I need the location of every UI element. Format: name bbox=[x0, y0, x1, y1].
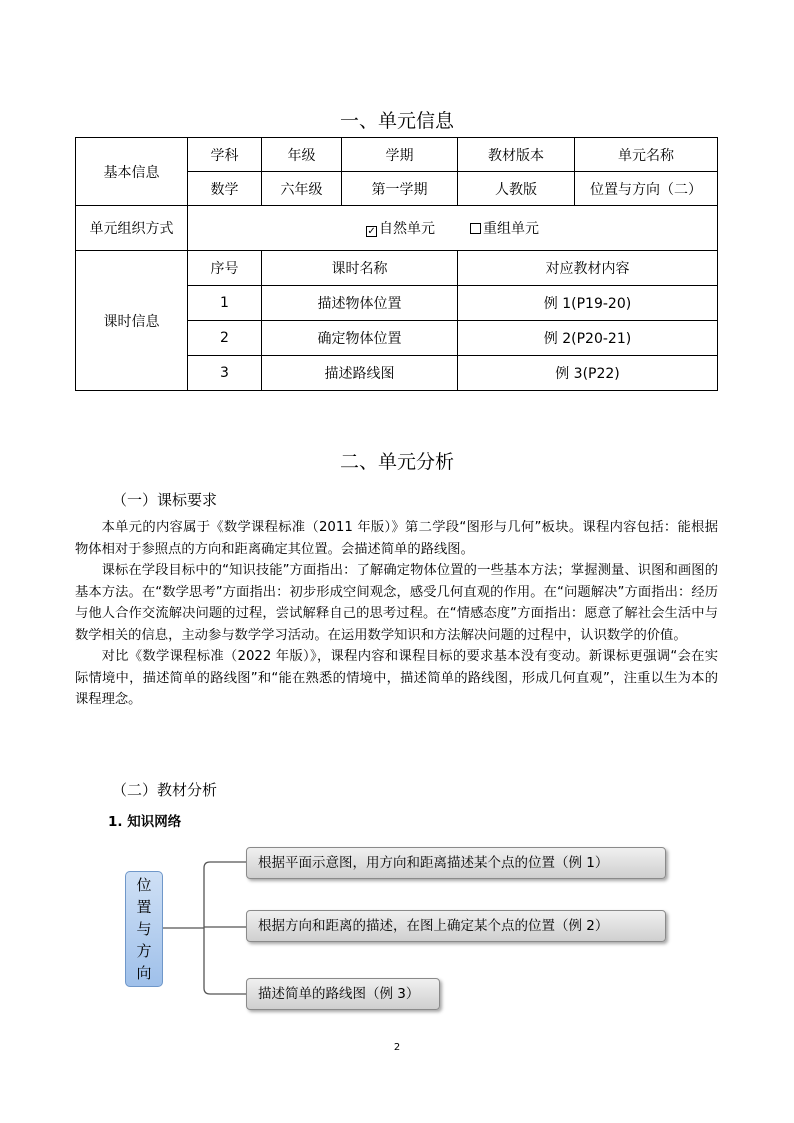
lesson-name: 描述路线图 bbox=[262, 356, 458, 391]
root-char: 位 bbox=[136, 876, 152, 894]
lesson-no: 1 bbox=[188, 286, 262, 321]
header-cell: 学期 bbox=[342, 138, 458, 172]
lesson-header-cell: 序号 bbox=[188, 251, 262, 286]
section-title-unit-info: 一、单元信息 bbox=[339, 110, 454, 132]
paragraph: 对比《数学课程标准（2022 年版）》，课程内容和课程目标的要求基本没有变动。新课标更强调“会在实际情境中，描述简单的路线图”和“能在熟悉的情境中，描述简单的路线图，形成几何直观”，注重以生为本的课程理念。 bbox=[75, 649, 718, 707]
lesson-no: 3 bbox=[188, 356, 262, 391]
page-number: 2 bbox=[393, 1042, 401, 1053]
lesson-content: 例 3(P22) bbox=[458, 356, 718, 391]
value-cell: 六年级 bbox=[262, 172, 342, 206]
org-label: 单元组织方式 bbox=[76, 206, 188, 251]
basic-info-label: 基本信息 bbox=[76, 138, 188, 206]
root-char: 置 bbox=[136, 898, 152, 916]
value-cell: 第一学期 bbox=[342, 172, 458, 206]
lesson-info-label: 课时信息 bbox=[76, 251, 188, 391]
root-char: 方 bbox=[136, 942, 152, 960]
knowledge-network-title: 1. 知识网络 bbox=[108, 814, 182, 830]
root-char: 与 bbox=[136, 920, 152, 938]
branch-node-1: 根据平面示意图，用方向和距离描述某个点的位置（例 1） bbox=[246, 847, 666, 879]
lesson-content: 例 2(P20-21) bbox=[458, 321, 718, 356]
lesson-header-cell: 对应教材内容 bbox=[458, 251, 718, 286]
header-cell: 学科 bbox=[188, 138, 262, 172]
root-char: 向 bbox=[136, 964, 152, 982]
paragraph: 课标在学段目标中的“知识技能”方面指出：了解确定物体位置的一些基本方法；掌握测量、识图和画图的基本方法。在“数学思考”方面指出：初步形成空间观念，感受几何直观的作用。在“问题解决”方面指出：经历与他人合作交流解决问题的过程，尝试解释自己的思考过程。在“情感态度”方面指出：愿意了解社会生活中与数学相关的信息，主动参与数学学习活动。在运用数学知识和方法解决问题的过程中，认识数学的价值。 bbox=[75, 563, 718, 643]
branch-node-2: 根据方向和距离的描述，在图上确定某个点的位置（例 2） bbox=[246, 910, 666, 942]
subsection-title-textbook: （二）教材分析 bbox=[112, 781, 218, 799]
org-option-natural: 自然单元 bbox=[379, 221, 436, 237]
section-title-unit-analysis: 二、单元分析 bbox=[339, 451, 454, 473]
org-option-regroup: 重组单元 bbox=[482, 221, 539, 237]
header-cell: 教材版本 bbox=[458, 138, 575, 172]
root-node bbox=[125, 871, 163, 987]
value-cell: 人教版 bbox=[458, 172, 575, 206]
header-cell: 年级 bbox=[262, 138, 342, 172]
checked-checkbox-icon: ✓ bbox=[367, 226, 376, 237]
lesson-name: 描述物体位置 bbox=[262, 286, 458, 321]
subsection-title-curriculum: （一）课标要求 bbox=[112, 491, 218, 509]
value-cell: 数学 bbox=[188, 172, 262, 206]
branch-node-3: 描述简单的路线图（例 3） bbox=[246, 978, 440, 1010]
lesson-no: 2 bbox=[188, 321, 262, 356]
lesson-name: 确定物体位置 bbox=[262, 321, 458, 356]
header-cell: 单元名称 bbox=[575, 138, 718, 172]
lesson-header-cell: 课时名称 bbox=[262, 251, 458, 286]
paragraph: 本单元的内容属于《数学课程标准（2011 年版）》第二学段“图形与几何”板块。课程内容包括：能根据物体相对于参照点的方向和距离确定其位置。会描述简单的路线图。 bbox=[75, 520, 718, 557]
value-cell: 位置与方向（二） bbox=[575, 172, 718, 206]
lesson-content: 例 1(P19-20) bbox=[458, 286, 718, 321]
